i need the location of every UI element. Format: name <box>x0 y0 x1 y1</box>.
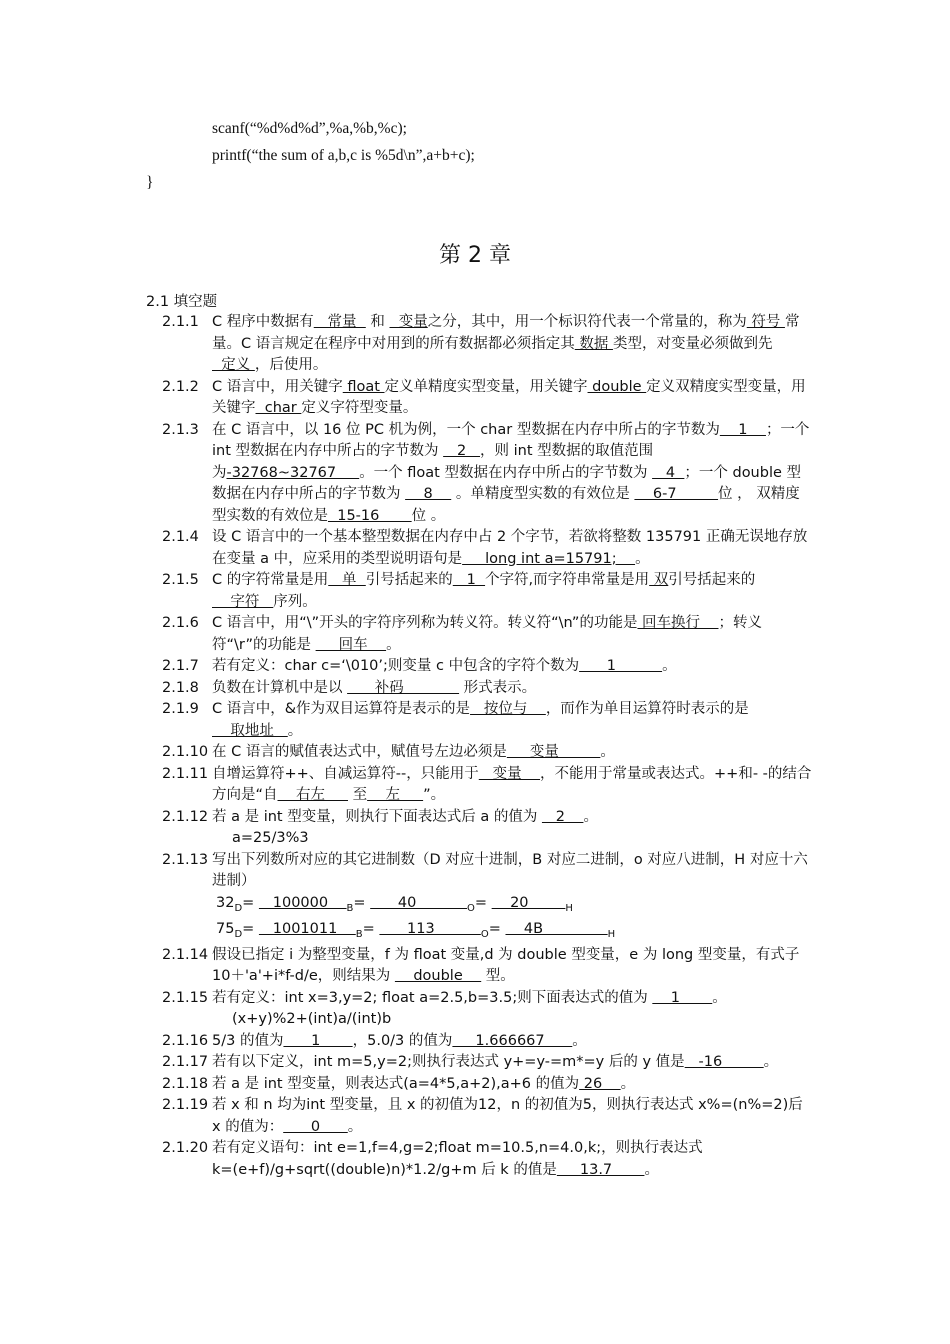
question-2-1-7 <box>162 656 812 678</box>
question-number: 2.1.16 <box>162 1032 209 1049</box>
answer-blank: -32768~32767 <box>226 464 360 481</box>
answer-blank: -16 <box>684 1054 764 1070</box>
question-2-1-8 <box>162 678 812 700</box>
question-2-1-13 <box>162 850 812 893</box>
question-text: 若有定义语句：int e=1,f=4,g=2;float m=10.5,n=4.0,k;，则执行表达式 k=(e+f)/g+sqrt((double)n)*1.2/g+m 后 k 的值是 13.7 。 <box>212 1140 703 1178</box>
question-number: 2.1.4 <box>162 529 199 545</box>
question-2-1-12 <box>162 807 812 850</box>
question-number: 2.1.6 <box>162 615 199 631</box>
answer-blank: 左 <box>367 787 424 803</box>
answer-blank: 13.7 <box>556 1161 645 1178</box>
question-2-1-14 <box>162 945 812 988</box>
question-text: 若 a 是 int 型变量，则执行下面表达式后 a 的值为 2 。 a=25/3%3 <box>212 807 812 850</box>
question-text: 在 C 语言的赋值表达式中，赋值号左边必须是 变量 。 <box>212 744 615 760</box>
answer-blank: 113 <box>379 920 481 937</box>
answer-blank: 1 <box>652 989 713 1006</box>
code-line-scanf: scanf(“%d%d%d”,%a,%b,%c); <box>212 120 407 137</box>
question-number: 2.1.18 <box>162 1075 209 1092</box>
answer-blank: 数据 <box>574 335 613 352</box>
answer-blank: 1 <box>719 421 766 438</box>
question-text: 若 a 是 int 型变量，则表达式(a=4*5,a+2),a+6 的值为 26 。 <box>212 1075 636 1092</box>
question-number: 2.1.1 <box>162 314 199 330</box>
section-title: 2.1 填空题 <box>146 294 218 310</box>
answer-blank: 2 <box>443 443 481 459</box>
question-text: 若 x 和 n 均为int 型变量，且 x 的初值为12，n 的初值为5，则执行表达式 x%=(n%=2)后 x 的值为： 0 。 <box>212 1097 803 1135</box>
answer-blank: 4 <box>652 464 685 481</box>
answer-blank: 补码 <box>347 679 460 696</box>
question-2-1-5 <box>162 570 812 613</box>
answer-blank: 1 <box>579 658 663 674</box>
answer-blank: 按位与 <box>470 701 546 717</box>
answer-blank: 1.666667 <box>452 1032 573 1049</box>
question-number: 2.1.3 <box>162 421 199 438</box>
question-number: 2.1.5 <box>162 572 199 588</box>
question-text: 若有以下定义，int m=5,y=2;则执行表达式 y+=y-=m*=y 后的 y 值是 -16 。 <box>212 1054 779 1070</box>
question-text: 在 C 语言中，以 16 位 PC 机为例，一个 char 型数据在内存中所占的字节数为 1 ；一个 int 型数据在内存中所占的字节数为 2 ，则 int 型数据的取值范围为-32768~32767 。一个 float 型数据在内存中所占的字节数为 4 ；一个 double 型数据在内存中所占的字节数为 8 。单精度型实数的有效位是 6-7 位 ， 双精度型实数的有效位是 15-16 位 。 <box>212 421 810 524</box>
answer-blank: 1001011 <box>258 920 356 937</box>
question-2-1-1 <box>162 312 812 377</box>
question-number: 2.1.10 <box>162 744 209 760</box>
answer-blank: 定义 <box>212 357 255 373</box>
answer-blank: 变量 <box>389 314 428 330</box>
question-text: 自增运算符++、自减运算符--，只能用于 变量 ，不能用于常量或表达式。++和- -的结合方向是“自 右左 至 左 ”。 <box>212 765 812 803</box>
question-text: C 程序中数据有 常量 和 变量之分，其中，用一个标识符代表一个常量的，称为 符号 常量。C 语言规定在程序中对用到的所有数据都必须指定其 数据 类型，对变量必须做到先 定义 ，后使用。 <box>212 314 800 373</box>
expression: a=25/3%3 <box>232 830 309 846</box>
answer-blank: 字符 <box>212 593 274 610</box>
question-number: 2.1.19 <box>162 1097 209 1113</box>
question-2-1-18 <box>162 1074 812 1096</box>
question-list <box>162 312 812 1181</box>
answer-blank: 15-16 <box>328 507 412 524</box>
question-number: 2.1.8 <box>162 679 199 696</box>
question-2-1-16 <box>162 1031 812 1053</box>
question-text: 设 C 语言中的一个基本整型数据在内存中占 2 个字节，若欲将整数 135791 正确无误地存放在变量 a 中，应采用的类型说明语句是 long int a=15791; 。 <box>212 529 808 567</box>
answer-blank: 变量 <box>478 765 541 782</box>
question-text: C 语言中，&作为双目运算符是表示的是 按位与 ，而作为单目运算符时表示的是 取地址 。 <box>212 701 749 739</box>
answer-blank: 4B <box>505 920 608 937</box>
answer-blank: 右左 <box>277 787 348 803</box>
question-text: 写出下列数所对应的其它进制数（D 对应十进制，B 对应二进制，o 对应八进制，H 对应十六进制） <box>212 851 808 889</box>
chapter-title: 第 2 章 <box>439 243 511 268</box>
question-2-1-10 <box>162 742 812 764</box>
answer-blank: double <box>587 378 647 395</box>
question-text: C 语言中，用关键字 float 定义单精度实型变量，用关键字 double 定义双精度实型变量，用关键字 char 定义字符型变量。 <box>212 378 806 416</box>
answer-blank: float <box>342 378 385 395</box>
question-number: 2.1.11 <box>162 765 209 782</box>
answer-blank: 26 <box>579 1075 621 1092</box>
question-text: 负数在计算机中是以 补码 形式表示。 <box>212 679 537 696</box>
answer-blank: 回车 <box>315 636 387 653</box>
question-2-1-15 <box>162 988 812 1031</box>
question-number: 2.1.13 <box>162 851 209 868</box>
code-line-close-brace: } <box>146 174 154 191</box>
question-2-1-19 <box>162 1095 812 1138</box>
question-number: 2.1.20 <box>162 1140 209 1156</box>
answer-blank: char <box>255 400 302 416</box>
answer-blank: 单 <box>328 572 366 588</box>
answer-blank: 1 <box>452 572 486 588</box>
base-conversion-row: $75_D=$ 1001011 $_B$= 113 $_O$= 4B $_H$ <box>216 920 616 940</box>
answer-blank: 回车换行 <box>637 615 719 631</box>
answer-blank: long int a=15791; <box>462 550 636 567</box>
answer-blank: 40 <box>370 894 467 911</box>
answer-blank: 常量 <box>313 314 366 330</box>
question-2-1-17 <box>162 1052 812 1074</box>
question-text: 5/3 的值为 1 ，5.0/3 的值为 1.666667 。 <box>212 1032 587 1049</box>
question-text: C 的字符常量是用 单 引号括起来的 1 个字符,而字符串常量是用 双引号括起来的 字符 序列。 <box>212 572 756 610</box>
answer-blank: 1 <box>283 1032 353 1049</box>
question-text: 若有定义：int x=3,y=2; float a=2.5,b=3.5;则下面表达式的值为 1 。 (x+y)%2+(int)a/(int)b <box>212 988 812 1031</box>
answer-blank: 0 <box>283 1118 348 1135</box>
answer-blank: 变量 <box>506 744 601 760</box>
answer-blank: 取地址 <box>212 722 288 739</box>
question-number: 2.1.2 <box>162 378 199 395</box>
answer-blank: 20 <box>491 894 566 911</box>
question-text: C 语言中，用“\”开头的字符序列称为转义符。转义符“\n”的功能是 回车换行 ；转义符“\r”的功能是 回车 。 <box>212 615 762 653</box>
question-text: 若有定义：char c=‘\010’;则变量 c 中包含的字符个数为 1 。 <box>212 658 677 674</box>
answer-blank: 双 <box>649 572 669 588</box>
answer-blank: 2 <box>541 808 584 825</box>
answer-blank: double <box>394 968 482 984</box>
question-2-1-11 <box>162 764 812 807</box>
base-conversion-row: $32_D=$ 100000 $_B$= 40 $_O$= 20 $_H$ <box>216 894 573 914</box>
question-number: 2.1.14 <box>162 946 209 963</box>
question-number: 2.1.15 <box>162 989 209 1006</box>
question-number: 2.1.9 <box>162 701 199 717</box>
question-2-1-9 <box>162 699 812 742</box>
question-number: 2.1.12 <box>162 808 209 825</box>
question-number: 2.1.7 <box>162 658 199 674</box>
answer-blank: 6-7 <box>634 486 719 502</box>
question-text: 假设已指定 i 为整型变量，f 为 float 变量,d 为 double 型变量，e 为 long 型变量，有式子 10＋'a'+i*f-d/e，则结果为 double 型。 <box>212 946 800 984</box>
question-2-1-20 <box>162 1138 812 1181</box>
question-2-1-2 <box>162 377 812 420</box>
answer-blank: 8 <box>405 486 452 502</box>
question-2-1-3 <box>162 420 812 528</box>
code-snippet <box>0 115 950 196</box>
answer-blank: 符号 <box>746 314 785 330</box>
answer-blank: 100000 <box>258 894 347 911</box>
expression: (x+y)%2+(int)a/(int)b <box>232 1011 392 1027</box>
question-2-1-6 <box>162 613 812 656</box>
code-line-printf: printf(“the sum of a,b,c is %5d\n”,a+b+c); <box>212 147 475 164</box>
question-number: 2.1.17 <box>162 1054 209 1070</box>
question-2-1-4 <box>162 527 812 570</box>
